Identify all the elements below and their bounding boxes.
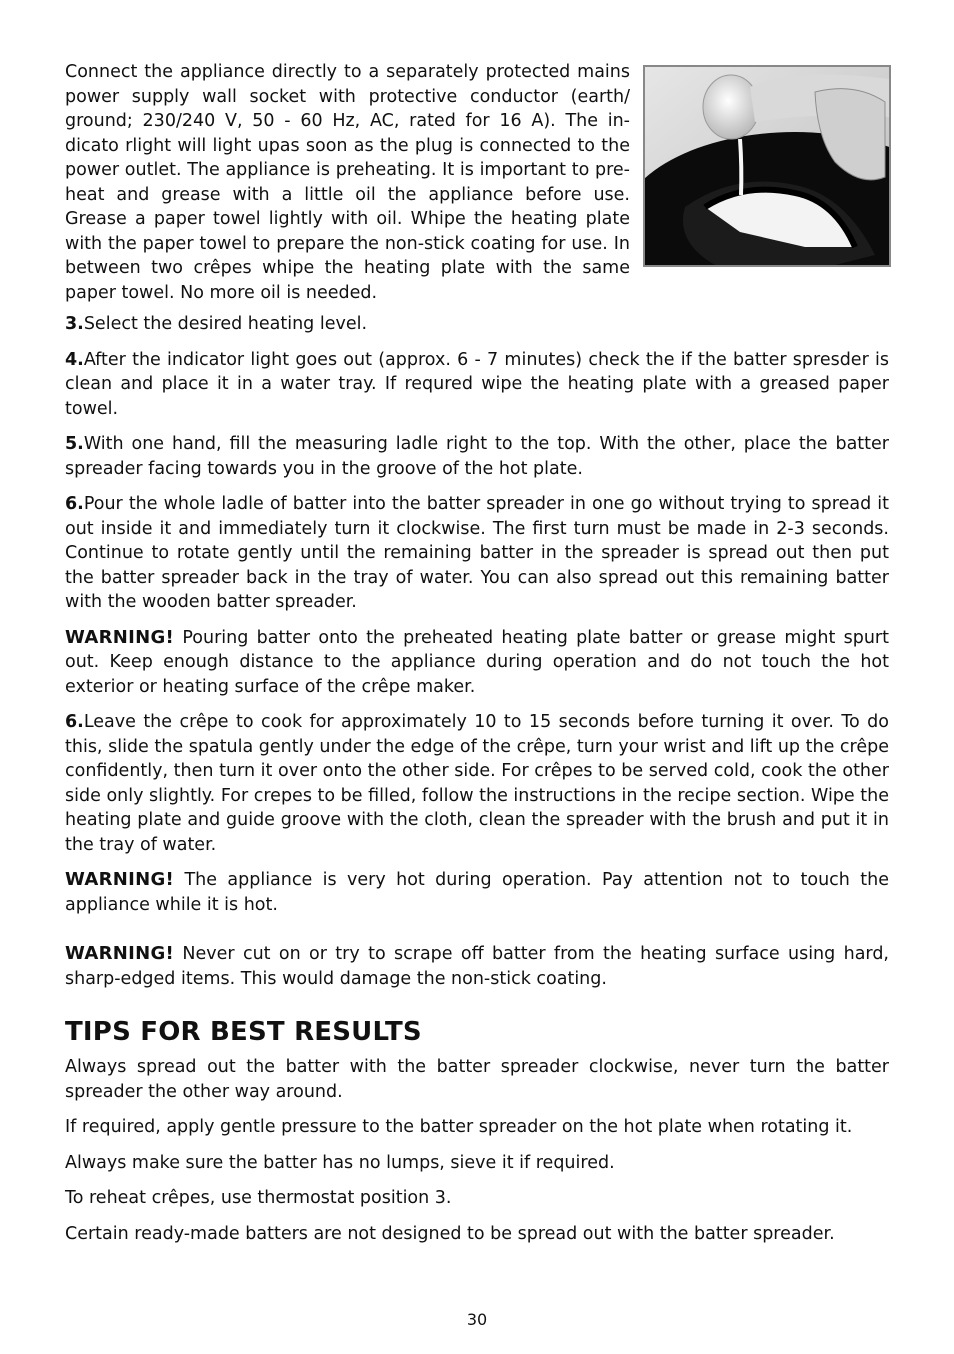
spacer	[65, 928, 889, 942]
manual-page	[65, 60, 889, 1257]
tip-item: Certain ready-made batters are not designed to be spread out with the batter spreader.	[65, 1223, 835, 1244]
step-number: 4.	[65, 349, 84, 370]
step-6	[65, 492, 889, 615]
step-4	[65, 348, 889, 422]
warning-text: The appliance is very hot during operation. Pay attention not to touch the appliance while it is hot.	[65, 870, 889, 915]
step-number: 5.	[65, 434, 84, 454]
warning-label: WARNING!	[65, 943, 175, 964]
warning-spurt	[65, 626, 889, 700]
step-3	[65, 312, 889, 337]
step-text: Select the desired heating level.	[83, 314, 368, 334]
intro-section	[65, 60, 889, 312]
page-number: 30	[466, 1310, 488, 1329]
ladle-pouring-illustration	[645, 67, 889, 265]
warning-hot	[65, 868, 889, 917]
tips-heading: TIPS FOR BEST RESULTS	[65, 1017, 422, 1047]
warning-text: Pouring batter onto the preheated heating plate batter or grease might spurt out. Keep enough distance to the appliance during operation and do not touch the hot exterior or heating surface of the crêpe maker.	[65, 627, 889, 697]
warning-label: WARNING!	[65, 626, 175, 648]
tip-item: Always spread out the batter with the batter spreader clockwise, never turn the batter spreader the other way around.	[65, 1057, 889, 1102]
tip-item: Always make sure the batter has no lumps, sieve it if required.	[65, 1152, 615, 1173]
warning-label: WARNING!	[65, 869, 175, 890]
step-text: Pour the whole ladle of batter into the batter spreader in one go without trying to spread it out inside it and immediately turn it clockwise. The first turn must be made in 2-3 seconds. Continue to rotate gently until the remaining batter in the spreader is spread out then put the batter spreader back in the tray of water. You can also spread out this remaining batter with the wooden batter spreader.	[65, 494, 889, 612]
intro-paragraph: Connect the appliance directly to a separately protected mains power supply wall socket with protective conductor (earth/ ground; 230/240 V, 50 - 60 Hz, AC, rated for 16 A). The in- dicato rlight will light upas soon as the plug is connected to the power outlet. The appliance is preheating. It is important to pre- heat and grease with a little oil the appliance before use. Grease a paper towel lightly with oil. Whipe the heating plate with the paper towel to prepare the non-stick coating for use. In between two crêpes whipe the heating plate with the same paper towel. No more oil is needed.	[65, 62, 630, 303]
step-text: After the indicator light goes out (approx. 6 - 7 minutes) check the if the batter spresder is clean and place it in a water tray. If requred wipe the heating plate with a greased paper towel.	[65, 349, 889, 419]
step-5	[65, 432, 889, 481]
step-number: 6.	[65, 494, 84, 514]
step-6-cook	[65, 710, 889, 857]
tips-section	[65, 1017, 889, 1246]
crepe-maker-photo	[643, 65, 891, 267]
step-text: With one hand, fill the measuring ladle right to the top. With the other, place the batter spreader facing towards you in the groove of the hot plate.	[65, 434, 889, 479]
step-number: 6.	[65, 712, 84, 732]
warning-text: Never cut on or try to scrape off batter from the heating surface using hard, sharp-edged items. This would damage the non-stick coating.	[65, 944, 889, 989]
tip-item: To reheat crêpes, use thermostat position 3.	[65, 1188, 452, 1208]
step-text: Leave the crêpe to cook for approximately 10 to 15 seconds before turning it over. To do this, slide the spatula gently under the edge of the crêpe, turn your wrist and lift up the crêpe confidently, then turn it over onto the other side. For crêpes to be served cold, cook the other side only slightly. For crepes to be filled, follow the instructions in the recipe section. Wipe the heating plate and guide groove with the cloth, clean the spreader with the brush and put it in the tray of water.	[65, 712, 889, 855]
warning-scrape	[65, 942, 889, 991]
tip-item: If required, apply gentle pressure to the batter spreader on the hot plate when rotating it.	[65, 1117, 853, 1137]
step-number: 3.	[65, 314, 84, 334]
